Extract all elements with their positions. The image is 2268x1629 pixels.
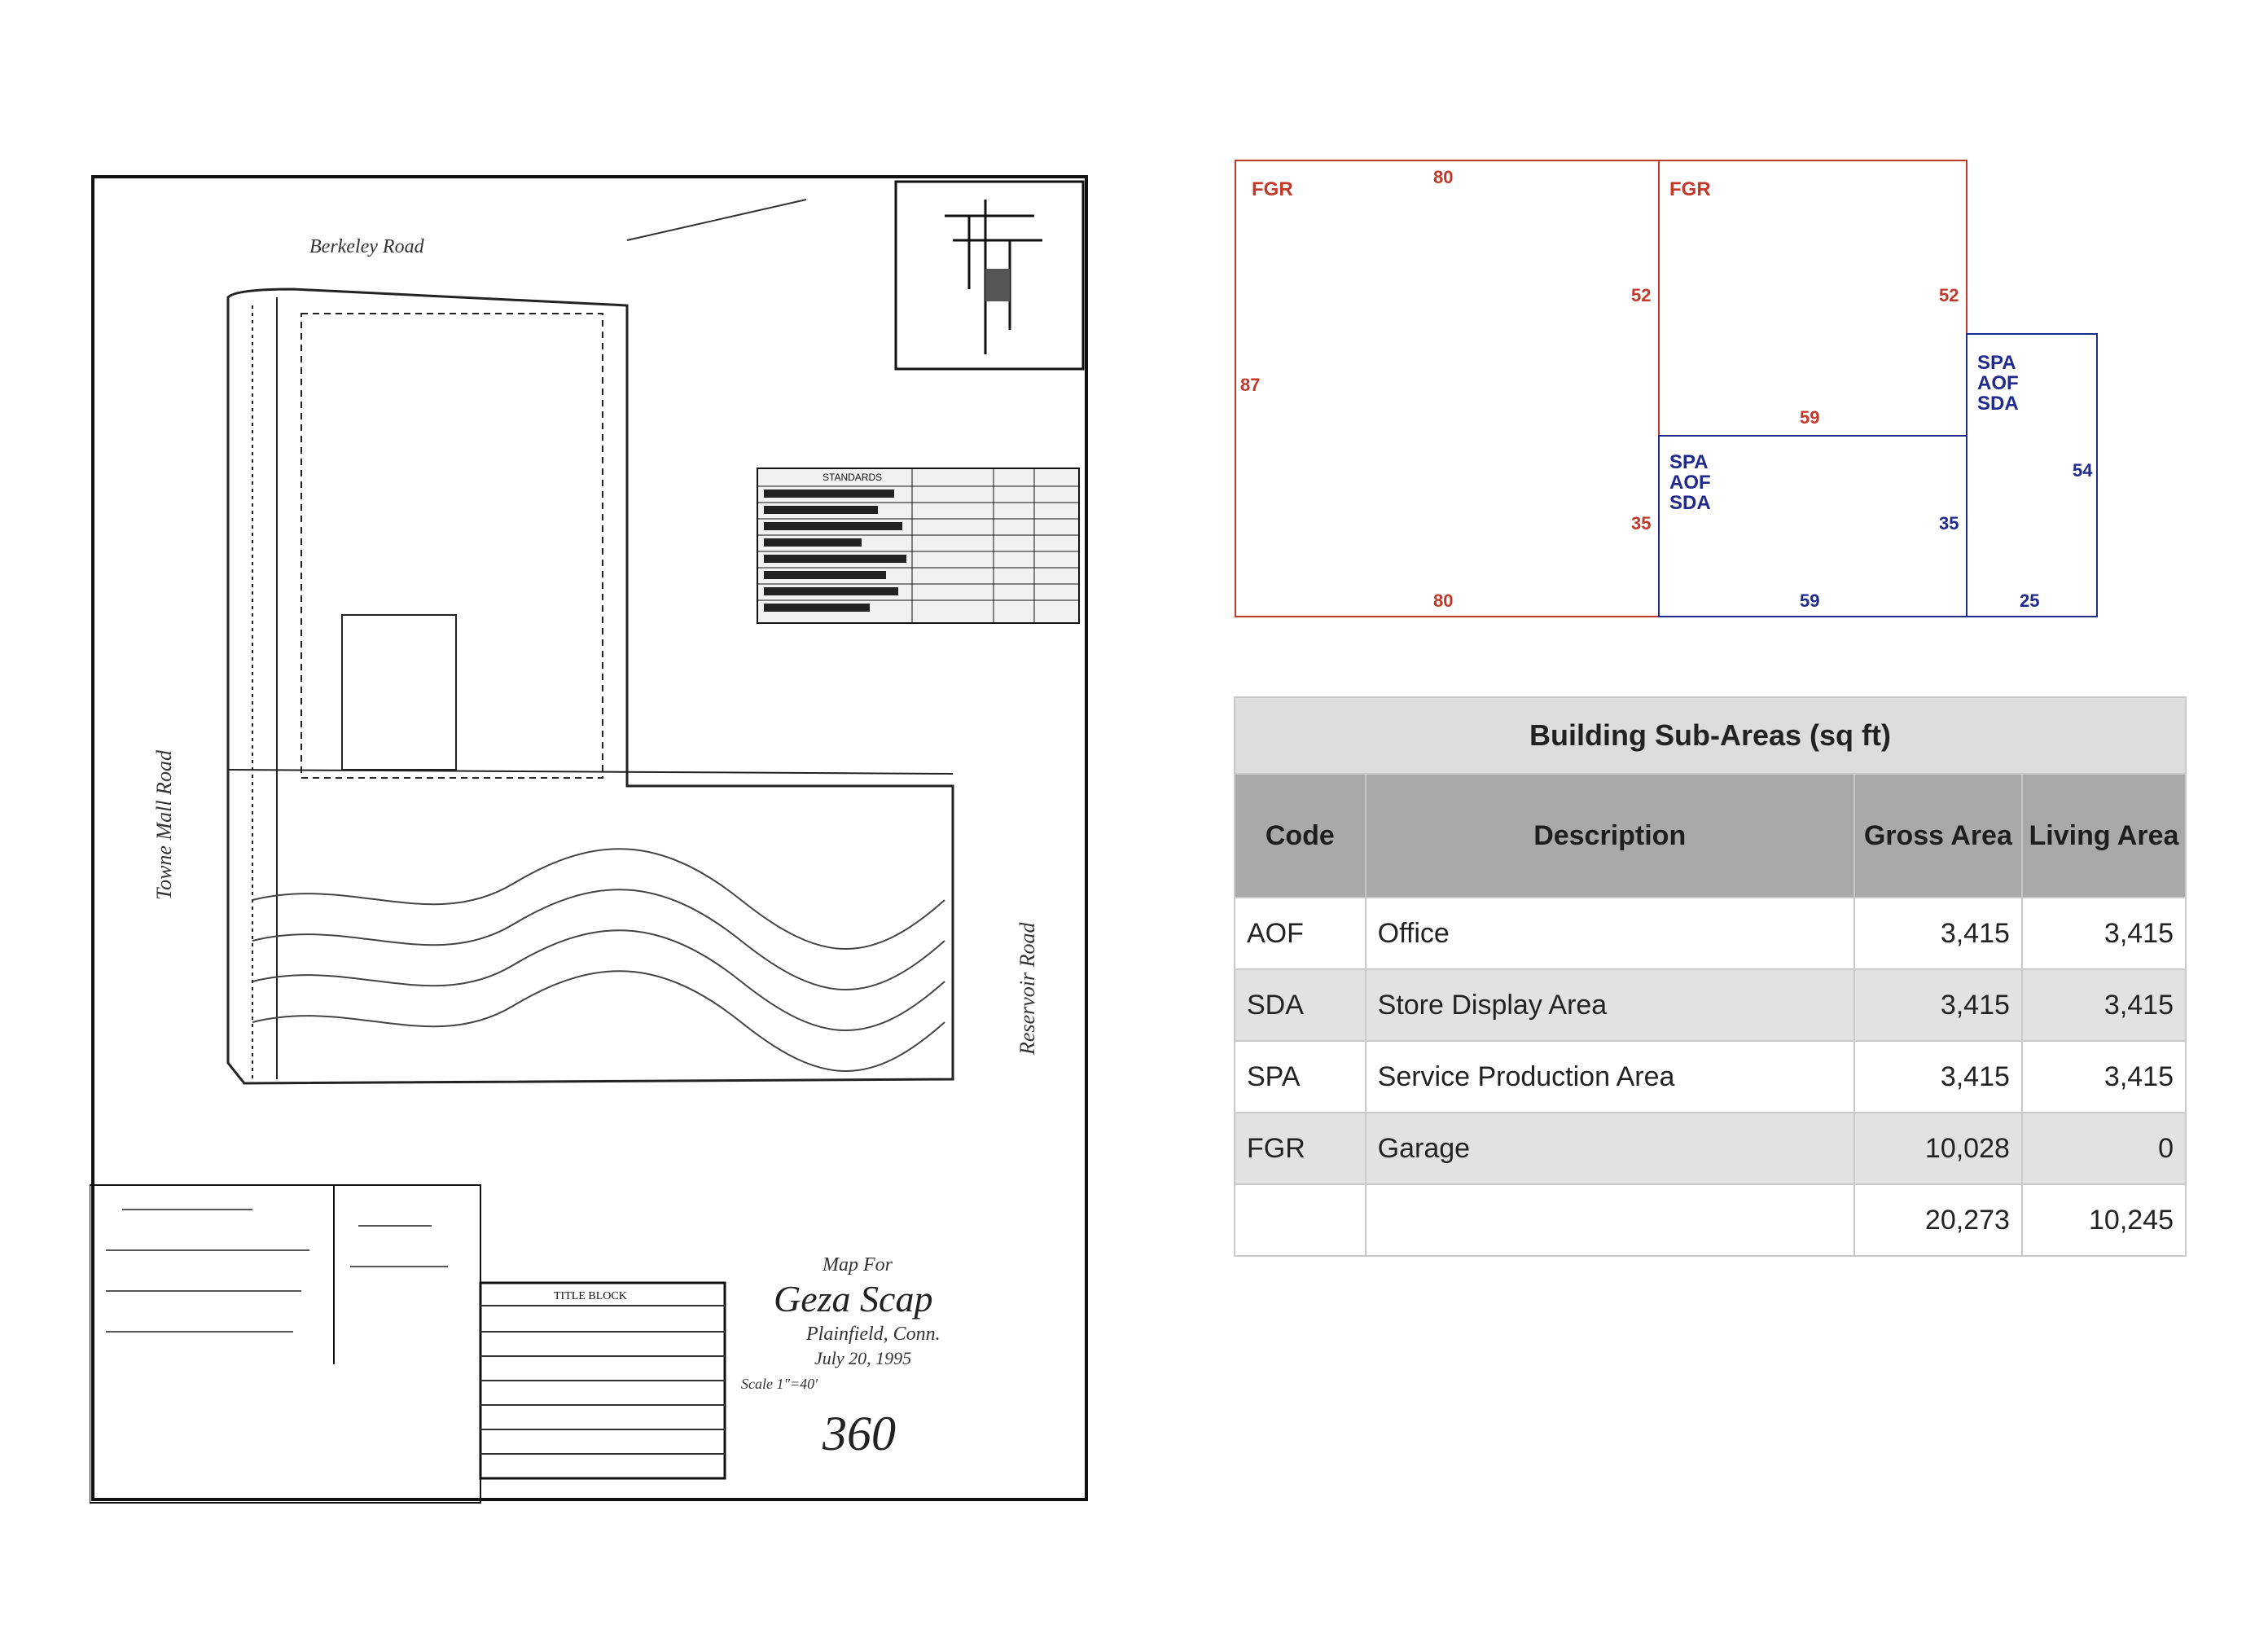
dim-garage-east-right: 52 <box>1939 285 1959 305</box>
cell-living-area: 3,415 <box>2022 1041 2186 1113</box>
cell-description: Garage <box>1366 1113 1854 1184</box>
area-label-office-lower-1: SPA <box>1669 451 1709 473</box>
dim-office-lower-right: 35 <box>1939 513 1959 533</box>
header-gross-area: Gross Area <box>1854 774 2022 898</box>
total-code <box>1235 1184 1366 1256</box>
survey-plan <box>90 167 1108 1519</box>
date-label: July 20, 1995 <box>814 1348 912 1368</box>
cell-code: SPA <box>1235 1041 1366 1113</box>
header-code: Code <box>1235 774 1366 898</box>
cell-description: Office <box>1366 898 1854 969</box>
cell-gross-area: 10,028 <box>1854 1113 2022 1184</box>
sheet-number: 360 <box>823 1407 896 1460</box>
table-header-row <box>1235 774 2186 898</box>
office-outline <box>1659 334 2097 617</box>
header-description: Description <box>1366 774 1854 898</box>
standards-table <box>757 468 1079 623</box>
dim-office-east-bottom: 25 <box>2020 591 2040 611</box>
area-label-garage-east: FGR <box>1669 178 1711 200</box>
cell-description: Store Display Area <box>1366 969 1854 1041</box>
cell-living-area: 3,415 <box>2022 969 2186 1041</box>
total-description <box>1366 1184 1854 1256</box>
cell-code: SDA <box>1235 969 1366 1041</box>
title-block-heading: TITLE BLOCK <box>554 1290 627 1302</box>
dim-office-lower-bottom: 59 <box>1800 591 1820 611</box>
dim-garage-west-right-upper: 52 <box>1631 285 1652 305</box>
table-totals-row <box>1235 1184 2186 1256</box>
area-label-office-east-3: SDA <box>1977 393 2019 415</box>
area-label-office-east-1: SPA <box>1977 352 2016 374</box>
cell-code: AOF <box>1235 898 1366 969</box>
cell-living-area: 0 <box>2022 1113 2186 1184</box>
cell-gross-area: 3,415 <box>1854 969 2022 1041</box>
building-sketch <box>1234 159 2113 627</box>
dim-garage-east-bottom: 59 <box>1800 407 1820 428</box>
cell-code: FGR <box>1235 1113 1366 1184</box>
dim-garage-west-top: 80 <box>1433 167 1454 187</box>
garage-outline <box>1235 160 1967 617</box>
scale-label: Scale 1"=40' <box>741 1376 818 1392</box>
sub-area-table <box>1234 696 2187 1257</box>
area-label-office-east-2: AOF <box>1977 372 2019 394</box>
table-caption: Building Sub-Areas (sq ft) <box>1235 697 2186 774</box>
total-gross-area: 20,273 <box>1854 1184 2022 1256</box>
road-label-top: Berkeley Road <box>309 236 424 257</box>
town-label: Plainfield, Conn. <box>806 1324 941 1345</box>
dim-office-east-right: 54 <box>2073 460 2093 481</box>
area-label-office-lower-2: AOF <box>1669 472 1711 494</box>
table-row <box>1235 1041 2186 1113</box>
dim-garage-west-bottom: 80 <box>1433 591 1454 611</box>
area-label-office-lower-3: SDA <box>1669 492 1711 514</box>
road-label-right: Reservoir Road <box>1016 922 1039 1055</box>
dim-garage-west-right-lower: 35 <box>1631 513 1652 533</box>
standards-heading: STANDARDS <box>823 472 883 483</box>
cell-gross-area: 3,415 <box>1854 1041 2022 1113</box>
cell-gross-area: 3,415 <box>1854 898 2022 969</box>
total-living-area: 10,245 <box>2022 1184 2186 1256</box>
cell-description: Service Production Area <box>1366 1041 1854 1113</box>
table-row <box>1235 898 2186 969</box>
owner-title: Map For <box>823 1254 893 1276</box>
table-row <box>1235 1113 2186 1184</box>
road-label-left: Towne Mall Road <box>152 750 176 900</box>
owner-name: Geza Scap <box>774 1278 933 1319</box>
header-living-area: Living Area <box>2022 774 2186 898</box>
cell-living-area: 3,415 <box>2022 898 2186 969</box>
area-label-garage-west: FGR <box>1252 178 1293 200</box>
table-row <box>1235 969 2186 1041</box>
dim-garage-west-left: 87 <box>1240 375 1261 395</box>
